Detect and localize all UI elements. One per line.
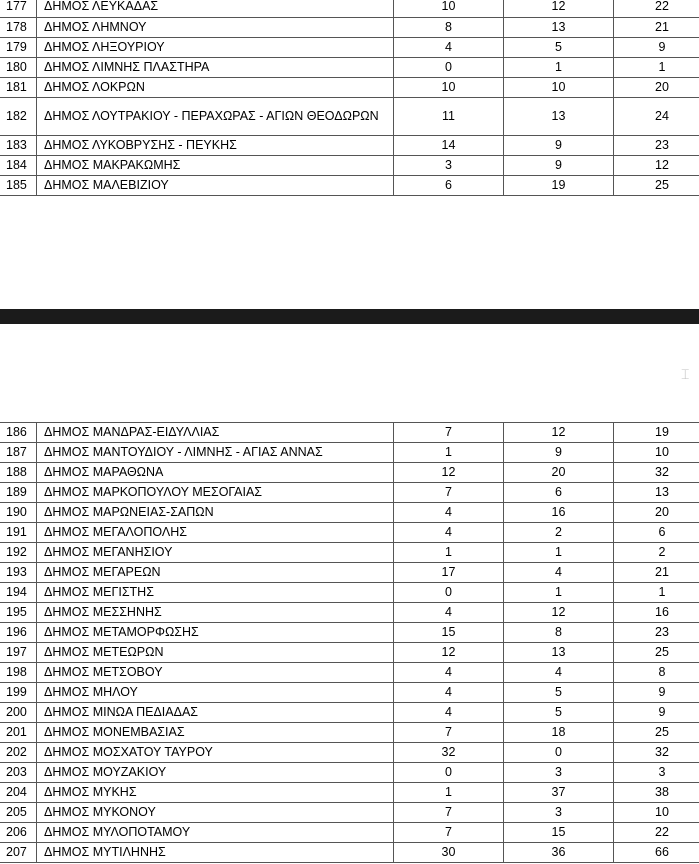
value-total: 25 <box>614 723 699 743</box>
value-b: 13 <box>504 17 614 37</box>
row-number: 200 <box>0 703 37 723</box>
municipality-name: ΔΗΜΟΣ ΜΙΝΩΑ ΠΕΔΙΑΔΑΣ <box>37 703 394 723</box>
table-row <box>0 663 699 683</box>
row-number: 183 <box>0 135 37 155</box>
value-b: 12 <box>504 603 614 623</box>
table-row <box>0 743 699 763</box>
municipality-table-bottom <box>0 422 699 863</box>
table-row <box>0 17 699 37</box>
value-total: 21 <box>614 563 699 583</box>
value-a: 12 <box>394 643 504 663</box>
value-b: 1 <box>504 57 614 77</box>
municipality-name: ΔΗΜΟΣ ΜΕΣΣΗΝΗΣ <box>37 603 394 623</box>
municipality-name: ΔΗΜΟΣ ΜΥΚΗΣ <box>37 783 394 803</box>
row-number: 206 <box>0 823 37 843</box>
value-b: 3 <box>504 803 614 823</box>
table-row <box>0 703 699 723</box>
value-total: 23 <box>614 623 699 643</box>
table-row <box>0 563 699 583</box>
value-total: 21 <box>614 17 699 37</box>
municipality-name: ΔΗΜΟΣ ΜΕΓΑΛΟΠΟΛΗΣ <box>37 523 394 543</box>
row-number: 201 <box>0 723 37 743</box>
municipality-name: ΔΗΜΟΣ ΛΕΥΚΑΔΑΣ <box>37 0 394 17</box>
row-number: 185 <box>0 175 37 195</box>
value-total: 1 <box>614 57 699 77</box>
value-a: 11 <box>394 97 504 135</box>
value-total: 66 <box>614 843 699 863</box>
value-total: 19 <box>614 423 699 443</box>
municipality-name: ΔΗΜΟΣ ΜΟΥΖΑΚΙΟΥ <box>37 763 394 783</box>
row-number: 187 <box>0 443 37 463</box>
value-b: 5 <box>504 37 614 57</box>
value-total: 22 <box>614 0 699 17</box>
value-a: 6 <box>394 175 504 195</box>
value-total: 8 <box>614 663 699 683</box>
value-a: 1 <box>394 443 504 463</box>
table-row <box>0 503 699 523</box>
value-a: 3 <box>394 155 504 175</box>
table-row <box>0 97 699 135</box>
table-row <box>0 0 699 17</box>
table-row <box>0 443 699 463</box>
value-b: 1 <box>504 543 614 563</box>
value-a: 4 <box>394 683 504 703</box>
row-number: 182 <box>0 97 37 135</box>
municipality-name: ΔΗΜΟΣ ΜΑΝΤΟΥΔΙΟΥ - ΛΙΜΝΗΣ - ΑΓΙΑΣ ΑΝΝΑΣ <box>37 443 394 463</box>
table-row <box>0 523 699 543</box>
value-total: 3 <box>614 763 699 783</box>
row-number: 204 <box>0 783 37 803</box>
value-a: 4 <box>394 603 504 623</box>
value-b: 36 <box>504 843 614 863</box>
value-a: 7 <box>394 803 504 823</box>
municipality-name: ΔΗΜΟΣ ΜΕΤΕΩΡΩΝ <box>37 643 394 663</box>
value-total: 32 <box>614 463 699 483</box>
table-row <box>0 583 699 603</box>
table-row <box>0 603 699 623</box>
value-a: 1 <box>394 543 504 563</box>
municipality-name: ΔΗΜΟΣ ΛΟΚΡΩΝ <box>37 77 394 97</box>
value-a: 12 <box>394 463 504 483</box>
municipality-name: ΔΗΜΟΣ ΜΑΛΕΒΙΖΙΟΥ <box>37 175 394 195</box>
value-a: 14 <box>394 135 504 155</box>
row-number: 193 <box>0 563 37 583</box>
municipality-name: ΔΗΜΟΣ ΛΗΞΟΥΡΙΟΥ <box>37 37 394 57</box>
value-a: 0 <box>394 57 504 77</box>
value-total: 20 <box>614 77 699 97</box>
value-b: 8 <box>504 623 614 643</box>
row-number: 188 <box>0 463 37 483</box>
municipality-name: ΔΗΜΟΣ ΜΥΚΟΝΟΥ <box>37 803 394 823</box>
value-a: 30 <box>394 843 504 863</box>
value-total: 1 <box>614 583 699 603</box>
row-number: 180 <box>0 57 37 77</box>
value-b: 5 <box>504 703 614 723</box>
value-total: 12 <box>614 155 699 175</box>
value-total: 9 <box>614 703 699 723</box>
row-number: 202 <box>0 743 37 763</box>
value-b: 37 <box>504 783 614 803</box>
value-a: 7 <box>394 423 504 443</box>
value-b: 12 <box>504 423 614 443</box>
row-number: 190 <box>0 503 37 523</box>
value-a: 8 <box>394 17 504 37</box>
municipality-name: ΔΗΜΟΣ ΜΥΛΟΠΟΤΑΜΟΥ <box>37 823 394 843</box>
value-a: 32 <box>394 743 504 763</box>
row-number: 177 <box>0 0 37 17</box>
value-b: 2 <box>504 523 614 543</box>
municipality-name: ΔΗΜΟΣ ΜΑΡΚΟΠΟΥΛΟΥ ΜΕΣΟΓΑΙΑΣ <box>37 483 394 503</box>
value-a: 4 <box>394 523 504 543</box>
municipality-name: ΔΗΜΟΣ ΛΙΜΝΗΣ ΠΛΑΣΤΗΡΑ <box>37 57 394 77</box>
value-total: 2 <box>614 543 699 563</box>
page-divider-bar <box>0 309 699 324</box>
table-row <box>0 723 699 743</box>
value-a: 0 <box>394 763 504 783</box>
value-b: 13 <box>504 97 614 135</box>
value-a: 10 <box>394 0 504 17</box>
value-total: 13 <box>614 483 699 503</box>
table-row <box>0 463 699 483</box>
value-a: 7 <box>394 723 504 743</box>
row-number: 191 <box>0 523 37 543</box>
value-a: 4 <box>394 37 504 57</box>
municipality-name: ΔΗΜΟΣ ΛΟΥΤΡΑΚΙΟΥ - ΠΕΡΑΧΩΡΑΣ - ΑΓΙΩΝ ΘΕΟΔΩΡΩΝ <box>37 97 394 135</box>
value-b: 19 <box>504 175 614 195</box>
value-a: 17 <box>394 563 504 583</box>
row-number: 199 <box>0 683 37 703</box>
table-row <box>0 823 699 843</box>
value-a: 15 <box>394 623 504 643</box>
row-number: 205 <box>0 803 37 823</box>
value-a: 7 <box>394 483 504 503</box>
value-total: 32 <box>614 743 699 763</box>
table-row <box>0 155 699 175</box>
municipality-name: ΔΗΜΟΣ ΜΕΤΑΜΟΡΦΩΣΗΣ <box>37 623 394 643</box>
municipality-name: ΔΗΜΟΣ ΛΥΚΟΒΡΥΣΗΣ - ΠΕΥΚΗΣ <box>37 135 394 155</box>
value-a: 7 <box>394 823 504 843</box>
municipality-name: ΔΗΜΟΣ ΜΕΤΣΟΒΟΥ <box>37 663 394 683</box>
municipality-name: ΔΗΜΟΣ ΜΕΓΑΡΕΩΝ <box>37 563 394 583</box>
row-number: 203 <box>0 763 37 783</box>
value-total: 23 <box>614 135 699 155</box>
value-b: 9 <box>504 155 614 175</box>
text-cursor-icon: ⌶ <box>681 367 690 383</box>
row-number: 195 <box>0 603 37 623</box>
value-b: 9 <box>504 135 614 155</box>
value-total: 10 <box>614 803 699 823</box>
municipality-name: ΔΗΜΟΣ ΜΑΡΩΝΕΙΑΣ-ΣΑΠΩΝ <box>37 503 394 523</box>
table-row <box>0 135 699 155</box>
municipality-name: ΔΗΜΟΣ ΜΥΤΙΛΗΝΗΣ <box>37 843 394 863</box>
value-a: 10 <box>394 77 504 97</box>
table-row <box>0 763 699 783</box>
value-a: 4 <box>394 663 504 683</box>
value-a: 1 <box>394 783 504 803</box>
row-number: 196 <box>0 623 37 643</box>
table-row <box>0 543 699 563</box>
value-b: 13 <box>504 643 614 663</box>
row-number: 198 <box>0 663 37 683</box>
value-a: 4 <box>394 503 504 523</box>
municipality-name: ΔΗΜΟΣ ΜΟΝΕΜΒΑΣΙΑΣ <box>37 723 394 743</box>
value-total: 38 <box>614 783 699 803</box>
value-b: 0 <box>504 743 614 763</box>
value-total: 10 <box>614 443 699 463</box>
value-b: 5 <box>504 683 614 703</box>
row-number: 179 <box>0 37 37 57</box>
value-total: 24 <box>614 97 699 135</box>
table-row <box>0 483 699 503</box>
value-b: 10 <box>504 77 614 97</box>
table-row <box>0 643 699 663</box>
table-row <box>0 843 699 863</box>
table-row <box>0 57 699 77</box>
municipality-name: ΔΗΜΟΣ ΜΑΡΑΘΩΝΑ <box>37 463 394 483</box>
table-row <box>0 683 699 703</box>
value-total: 16 <box>614 603 699 623</box>
municipality-name: ΔΗΜΟΣ ΜΑΝΔΡΑΣ-ΕΙΔΥΛΛΙΑΣ <box>37 423 394 443</box>
value-b: 4 <box>504 563 614 583</box>
municipality-name: ΔΗΜΟΣ ΛΗΜΝΟΥ <box>37 17 394 37</box>
value-total: 9 <box>614 37 699 57</box>
value-b: 3 <box>504 763 614 783</box>
municipality-name: ΔΗΜΟΣ ΜΟΣΧΑΤΟΥ ΤΑΥΡΟΥ <box>37 743 394 763</box>
value-total: 22 <box>614 823 699 843</box>
row-number: 192 <box>0 543 37 563</box>
value-b: 4 <box>504 663 614 683</box>
municipality-name: ΔΗΜΟΣ ΜΕΓΙΣΤΗΣ <box>37 583 394 603</box>
row-number: 184 <box>0 155 37 175</box>
row-number: 189 <box>0 483 37 503</box>
value-b: 9 <box>504 443 614 463</box>
value-total: 6 <box>614 523 699 543</box>
table-row <box>0 423 699 443</box>
municipality-name: ΔΗΜΟΣ ΜΕΓΑΝΗΣΙΟΥ <box>37 543 394 563</box>
row-number: 178 <box>0 17 37 37</box>
municipality-table-top <box>0 0 699 196</box>
table-row <box>0 803 699 823</box>
value-b: 15 <box>504 823 614 843</box>
table-row <box>0 175 699 195</box>
value-total: 9 <box>614 683 699 703</box>
row-number: 197 <box>0 643 37 663</box>
value-b: 12 <box>504 0 614 17</box>
table-row <box>0 623 699 643</box>
value-total: 25 <box>614 175 699 195</box>
row-number: 186 <box>0 423 37 443</box>
value-b: 1 <box>504 583 614 603</box>
table-row <box>0 37 699 57</box>
value-a: 0 <box>394 583 504 603</box>
value-a: 4 <box>394 703 504 723</box>
value-b: 20 <box>504 463 614 483</box>
value-total: 25 <box>614 643 699 663</box>
value-b: 16 <box>504 503 614 523</box>
value-total: 20 <box>614 503 699 523</box>
row-number: 194 <box>0 583 37 603</box>
table-row <box>0 783 699 803</box>
municipality-name: ΔΗΜΟΣ ΜΗΛΟΥ <box>37 683 394 703</box>
row-number: 181 <box>0 77 37 97</box>
value-b: 18 <box>504 723 614 743</box>
value-b: 6 <box>504 483 614 503</box>
table-row <box>0 77 699 97</box>
row-number: 207 <box>0 843 37 863</box>
municipality-name: ΔΗΜΟΣ ΜΑΚΡΑΚΩΜΗΣ <box>37 155 394 175</box>
